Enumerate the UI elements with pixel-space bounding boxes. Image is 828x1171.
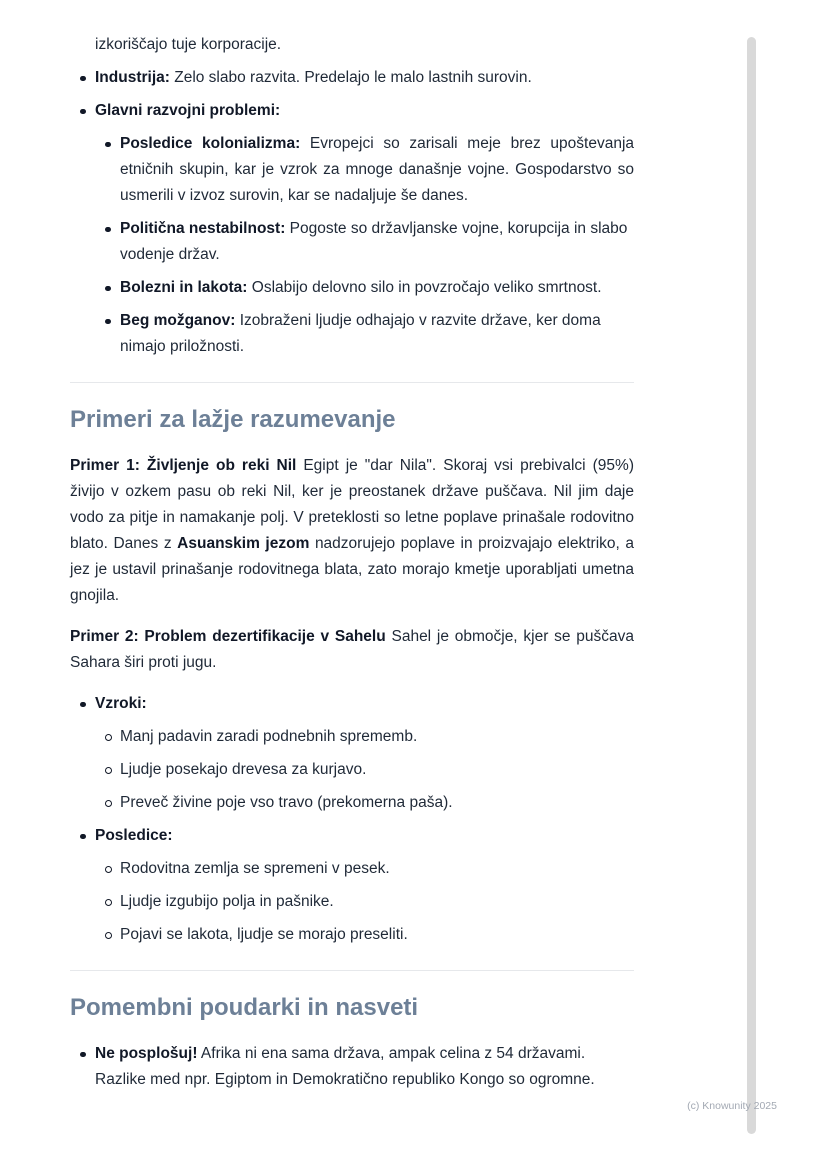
scrollbar[interactable] [747,37,756,1134]
list-item-text: Ljudje izgubijo polja in pašnike. [120,893,334,910]
paragraph-lead: Primer 1: Življenje ob reki Nil [70,457,297,474]
paragraph-primer-1 [70,453,634,609]
list-item-lead: Posledice kolonializma: [120,135,301,152]
list-item-posledica-2 [70,889,634,915]
inline-bold: Asuanskim jezom [177,535,310,552]
list-item-posledica-1 [70,856,634,882]
bullet-icon [105,275,120,301]
list-item-text: Preveč živine poje vso travo (prekomerna paša). [120,794,453,811]
list-item-industrija [70,65,634,91]
list-item-body: Zelo slabo razvita. Predelajo le malo lastnih surovin. [169,69,532,86]
list-item-text [120,308,634,360]
list-item-lead: Bolezni in lakota: [120,279,248,296]
list-item-text: Pojavi se lakota, ljudje se morajo preseliti. [120,926,408,943]
list-item-vzroki [70,691,634,717]
list-item-posledice [70,823,634,849]
list-item-text [95,65,634,91]
circle-bullet-icon [105,889,120,915]
list-item-ne-posplosuj [70,1041,634,1093]
list-item-vzrok-3 [70,790,634,816]
list-item-lead: Glavni razvojni problemi: [95,102,281,119]
paragraph-lead: Primer 2: Problem dezertifikacije v Sahelu [70,628,386,645]
circle-bullet-icon [105,922,120,948]
circle-bullet-icon [105,856,120,882]
list-item-body: Pogoste so državljanske vojne, korupcija in slabo vodenje držav. [120,220,628,263]
section-divider [70,382,634,383]
list-item-posledice-kolonializma [70,131,634,209]
paragraph-body: nadzorujejo poplave in proizvajajo elektriko, a jez je ustavil prinašanje rodovitnega blata, zato morajo kmetje uporabljati umetna gnojila. [70,535,634,604]
paragraph-body: Sahel je območje, kjer se puščava Sahara širi proti jugu. [70,628,634,671]
list-item-body: Izobraženi ljudje odhajajo v razvite države, ker doma nimajo priložnosti. [120,312,601,355]
list-item-text [120,216,634,268]
section-divider [70,970,634,971]
list-item-beg-mozganov [70,308,634,360]
list-item-text: Manj padavin zaradi podnebnih sprememb. [120,728,418,745]
list-item-text [120,275,634,301]
list-item-lead: Vzroki: [95,695,147,712]
section-heading-poudarki: Pomembni poudarki in nasveti [70,994,419,1021]
list-item-lead: Industrija: [95,69,170,86]
section-heading-primeri: Primeri za lažje razumevanje [70,406,396,433]
list-item-body: Afrika ni ena sama država, ampak celina z 54 državami. Razlike med npr. Egiptom in Demokratično republiko Kongo so ogromne. [95,1045,595,1088]
list-item-body: Oslabijo delovno silo in povzročajo veliko smrtnost. [247,279,602,296]
bullet-icon [105,131,120,209]
paragraph-continuation: izkoriščajo tuje korporacije. [95,36,282,53]
list-item-politicna-nestabilnost [70,216,634,268]
bullet-icon [80,98,95,124]
circle-bullet-icon [105,757,120,783]
copyright-footer: (c) Knowunity 2025 [687,1100,777,1112]
paragraph-body: Egipt je "dar Nila". Skoraj vsi prebivalci (95%) živijo v ozkem pasu ob reki Nil, ker je preostanek države puščava. Nil jim daje vodo za pitje in namakanje polj. V preteklosti so letne poplave prinašale rodovitno blato. Danes z [70,457,634,552]
list-item-body: Evropejci so zarisali meje brez upoštevanja etničnih skupin, kar je vzrok za mnoge današnje vojne. Gospodarstvo so usmerili v izvoz surovin, kar se nadaljuje še danes. [120,135,635,204]
circle-bullet-icon [105,724,120,750]
list-item-vzrok-1 [70,724,634,750]
list-item-text [120,131,634,209]
list-item-lead: Ne posplošuj! [95,1045,198,1062]
bullet-icon [105,308,120,360]
list-item-lead: Posledice: [95,827,173,844]
bullet-icon [80,1041,95,1093]
list-item-bolezni-lakota [70,275,634,301]
list-item-text [95,691,634,717]
list-item-text [95,98,634,124]
list-item-text [95,1041,634,1093]
list-item-text [95,823,634,849]
list-item-lead: Politična nestabilnost: [120,220,286,237]
list-item-text: Rodovitna zemlja se spremeni v pesek. [120,860,390,877]
list-item-lead: Beg možganov: [120,312,236,329]
document-content [70,32,634,1100]
bullet-icon [80,691,95,717]
list-item-vzrok-2 [70,757,634,783]
list-item-posledica-3 [70,922,634,948]
list-item-text: Ljudje posekajo drevesa za kurjavo. [120,761,367,778]
bullet-icon [105,216,120,268]
bullet-icon [80,823,95,849]
paragraph-primer-2 [70,624,634,676]
list-item-glavni-problemi [70,98,634,124]
bullet-icon [80,65,95,91]
circle-bullet-icon [105,790,120,816]
